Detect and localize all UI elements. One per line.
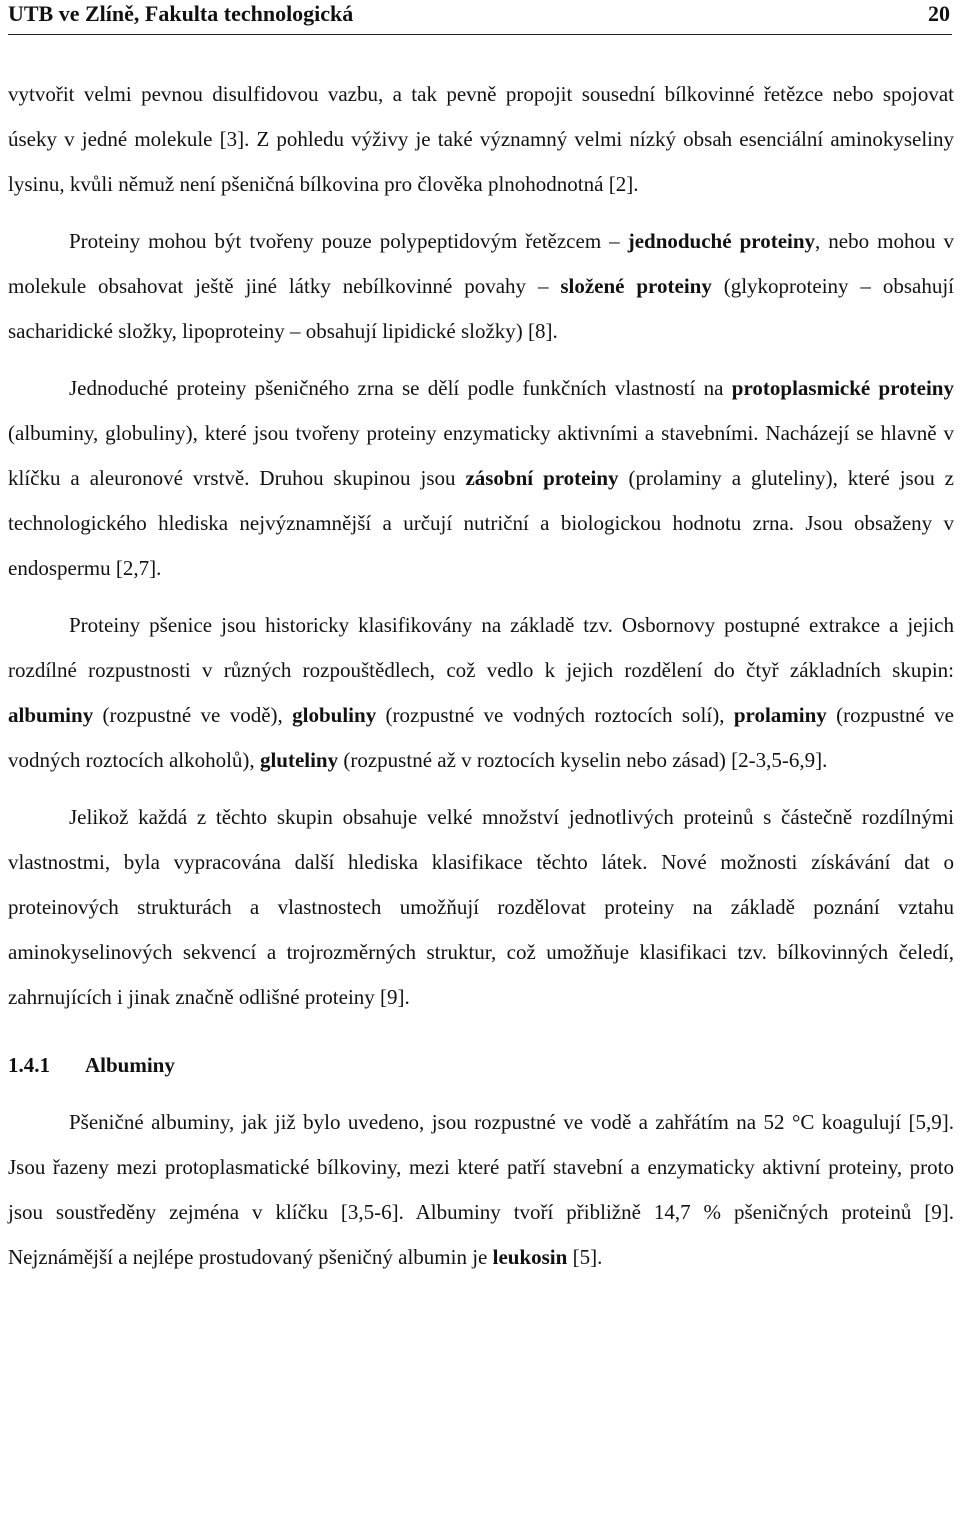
bold-term-albuminy: albuminy bbox=[8, 703, 94, 727]
page-header bbox=[8, 0, 952, 35]
text-run: Jednoduché proteiny pšeničného zrna se dělí podle funkčních vlastností na bbox=[69, 376, 732, 400]
text-run: [5]. bbox=[567, 1245, 603, 1269]
bold-term-simple-proteins: jednoduché proteiny bbox=[627, 229, 816, 253]
text-run: (rozpustné ve vodě), bbox=[93, 703, 293, 727]
section-heading bbox=[8, 1043, 954, 1088]
text-run: (rozpustné ve vodných roztocích solí), bbox=[376, 703, 734, 727]
text-run: Pšeničné albuminy, jak již bylo uvedeno, jsou rozpustné ve vodě a zahřátím na 52 °C koagulují [5,9]. Jsou řazeny mezi protoplasmatické bílkoviny, mezi které patří stavební a enzymaticky aktivní proteiny, proto jsou soustředěny zejména v klíčku [3,5-6]. Albuminy tvoří přibližně 14,7 % pšeničných proteinů [9]. Nejznámější a nejlépe prostudovaný pšeničný albumin je bbox=[8, 1110, 954, 1269]
text-run: (rozpustné ve vodných roztocích alkoholů), bbox=[8, 703, 954, 772]
bold-term-storage-proteins: zásobní proteiny bbox=[465, 466, 619, 490]
text-run: (albuminy, globuliny), které jsou tvořeny proteiny enzymaticky aktivními a stavebními. Nacházejí se hlavně v klíčku a aleuronové vrstvě. Druhou skupinou jsou bbox=[8, 421, 954, 490]
text-run: , nebo mohou v molekule obsahovat ještě jiné látky nebílkovinné povahy – bbox=[8, 229, 954, 298]
text-run: Proteiny pšenice jsou historicky klasifikovány na základě tzv. Osbornovy postupné extrakce a jejich rozdílné rozpustnosti v různých rozpouštědlech, což vedlo k jejich rozdělení do čtyř základních skupin: bbox=[8, 613, 954, 682]
bold-term-complex-proteins: složené proteiny bbox=[560, 274, 712, 298]
section-title: Albuminy bbox=[85, 1053, 175, 1077]
paragraph-further-classification bbox=[8, 795, 954, 1020]
paragraph-text: Jelikož každá z těchto skupin obsahuje velké množství jednotlivých proteinů s částečně rozdílnými vlastnostmi, byla vypracována další hlediska klasifikace těchto látek. Nové možnosti získávání dat o proteinových strukturách a vlastnostech umožňují rozdělovat proteiny na základě poznání vztahu aminokyselinových sekvencí a trojrozměrných struktur, což umožňuje klasifikaci tzv. bílkovinných čeledí, zahrnujících i jinak značně odlišné proteiny [9]. bbox=[8, 805, 954, 1009]
paragraph-albuminy bbox=[8, 1100, 954, 1280]
bold-term-globuliny: globuliny bbox=[292, 703, 377, 727]
paragraph-osborne-classification bbox=[8, 603, 954, 783]
bold-term-leukosin: leukosin bbox=[492, 1245, 568, 1269]
page-number: 20 bbox=[928, 1, 950, 26]
document-body bbox=[8, 72, 954, 1280]
paragraph-simple-proteins bbox=[8, 366, 954, 591]
section-number: 1.4.1 bbox=[8, 1053, 50, 1077]
header-title: UTB ve Zlíně, Fakulta technologická bbox=[8, 1, 354, 26]
text-run: Proteiny mohou být tvořeny pouze polypeptidovým řetězcem – bbox=[69, 229, 628, 253]
text-run: (glykoproteiny – obsahují sacharidické složky, lipoproteiny – obsahují lipidické složky) [8]. bbox=[8, 274, 954, 343]
text-run: (prolaminy a gluteliny), které jsou z technologického hlediska nejvýznamnější a určují nutriční a biologickou hodnotu zrna. Jsou obsaženy v endospermu [2,7]. bbox=[8, 466, 954, 580]
paragraph-text: vytvořit velmi pevnou disulfidovou vazbu, a tak pevně propojit sousední bílkovinné řetězce nebo spojovat úseky v jedné molekule [3]. Z pohledu výživy je také významný velmi nízký obsah esenciální aminokyseliny lysinu, kvůli němuž není pšeničná bílkovina pro člověka plnohodnotná [2]. bbox=[8, 82, 954, 196]
bold-term-prolaminy: prolaminy bbox=[733, 703, 827, 727]
paragraph-protein-types bbox=[8, 219, 954, 354]
bold-term-gluteliny: gluteliny bbox=[259, 748, 339, 772]
paragraph-continuation bbox=[8, 72, 954, 207]
bold-term-protoplasmic-proteins: protoplasmické proteiny bbox=[731, 376, 954, 400]
text-run: (rozpustné až v roztocích kyselin nebo zásad) [2-3,5-6,9]. bbox=[338, 748, 828, 772]
